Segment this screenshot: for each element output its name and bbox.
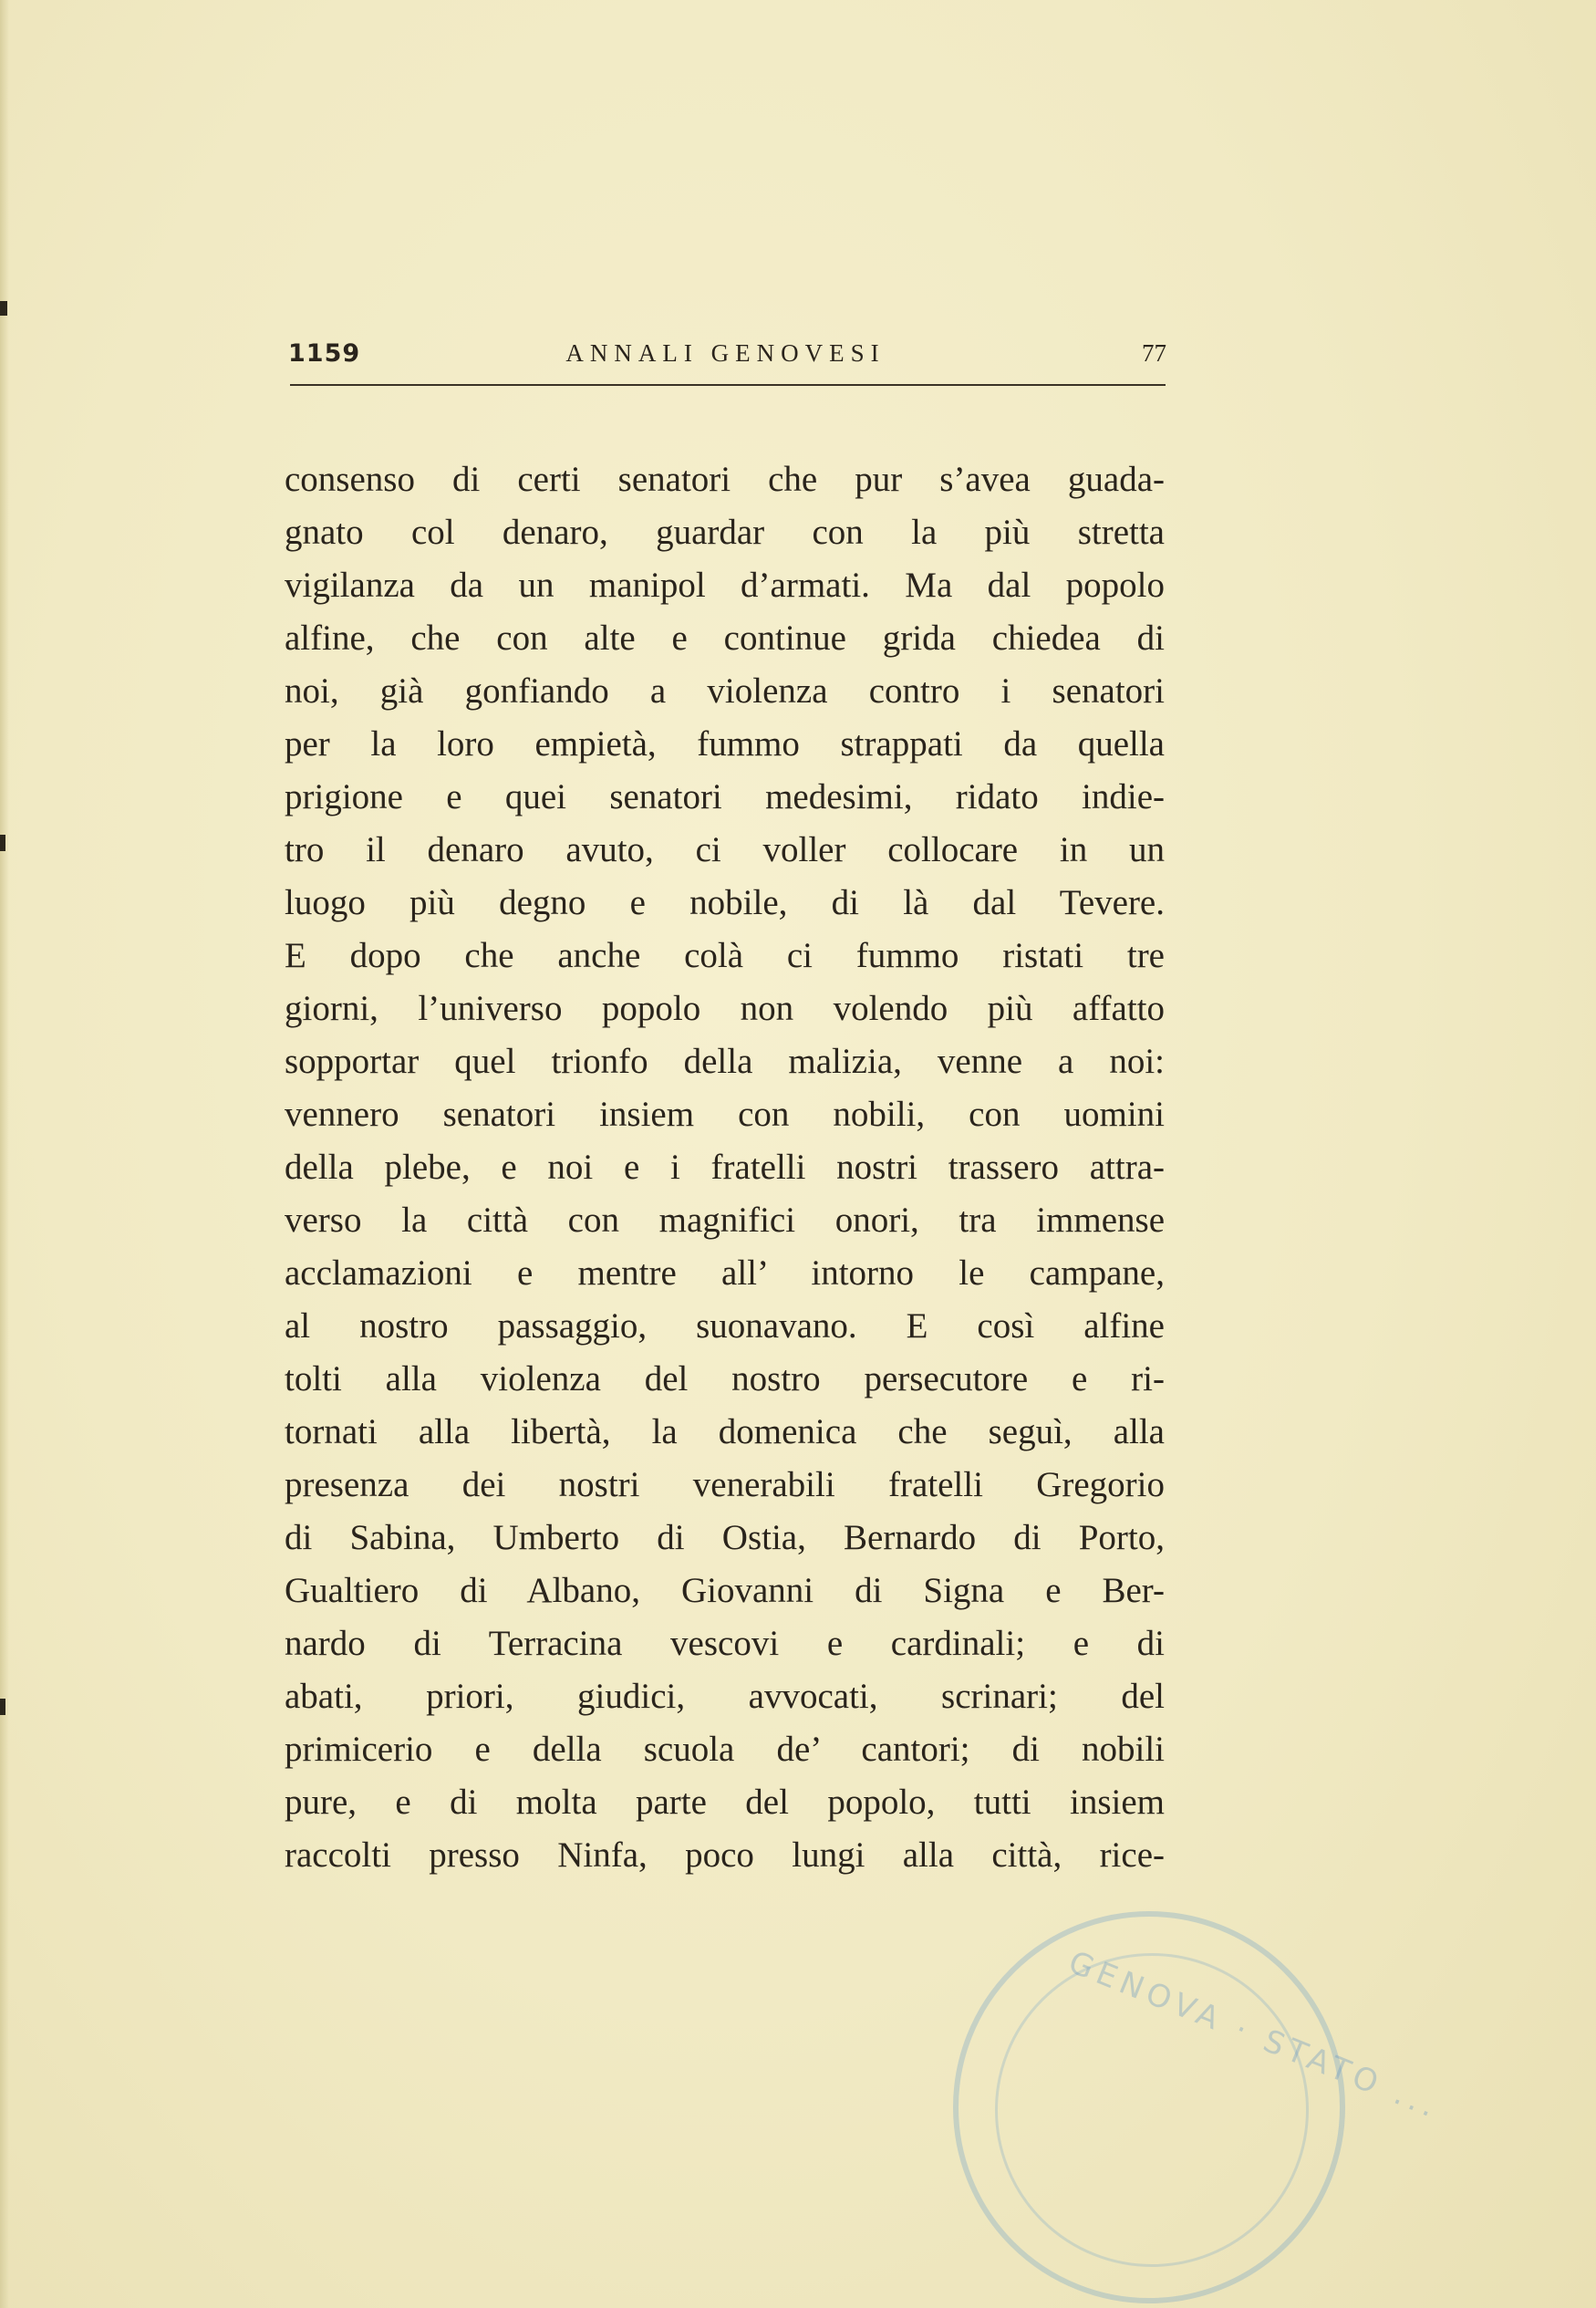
text-line: Gualtiero di Albano, Giovanni di Signa e Ber- [285, 1571, 1165, 1610]
running-head [285, 336, 1166, 372]
text-line: acclamazioni e mentre all’ intorno le campane, [285, 1253, 1165, 1293]
binding-mark [0, 301, 7, 316]
page-number-right: 77 [1142, 339, 1166, 367]
text-line: abati, priori, giudici, avvocati, scrinari; del [285, 1677, 1165, 1716]
text-line: della plebe, e noi e i fratelli nostri trassero attra- [285, 1148, 1165, 1187]
text-line: sopportar quel trionfo della malizia, venne a noi: [285, 1042, 1165, 1081]
page-edge-shadow [0, 0, 9, 2308]
text-line: tornati alla libertà, la domenica che seguì, alla [285, 1412, 1165, 1451]
text-line: consenso di certi senatori che pur s’avea guada- [285, 460, 1165, 499]
text-line: giorni, l’universo popolo non volendo più affatto [285, 989, 1165, 1028]
text-line: vigilanza da un manipol d’armati. Ma dal popolo [285, 566, 1165, 605]
text-line: raccolti presso Ninfa, poco lungi alla città, rice- [285, 1835, 1165, 1875]
text-line: noi, già gonfiando a violenza contro i senatori [285, 671, 1165, 711]
text-line: prigione e quei senatori medesimi, ridato indie- [285, 777, 1165, 816]
text-line: E dopo che anche colà ci fummo ristati tre [285, 936, 1165, 975]
text-line: di Sabina, Umberto di Ostia, Bernardo di Porto, [285, 1518, 1165, 1557]
library-stamp [953, 1911, 1446, 2303]
header-rule [290, 384, 1166, 386]
stamp-text: GENOVA · STATO ... [1063, 1944, 1446, 2127]
text-line: presenza dei nostri venerabili fratelli Gregorio [285, 1465, 1165, 1504]
text-line: luogo più degno e nobile, di là dal Tevere. [285, 883, 1165, 922]
binding-mark [0, 1699, 5, 1715]
text-line: nardo di Terracina vescovi e cardinali; e di [285, 1624, 1165, 1663]
text-line: al nostro passaggio, suonavano. E così alfine [285, 1306, 1165, 1346]
text-line: tolti alla violenza del nostro persecutore e ri- [285, 1359, 1165, 1398]
body-text [285, 453, 1165, 1882]
binding-mark [0, 835, 5, 851]
page-number-left: 1159 [288, 339, 361, 368]
text-line: tro il denaro avuto, ci voller collocare in un [285, 830, 1165, 869]
text-line: vennero senatori insiem con nobili, con uomini [285, 1095, 1165, 1134]
text-line: pure, e di molta parte del popolo, tutti insiem [285, 1783, 1165, 1822]
text-line: alfine, che con alte e continue grida chiedea di [285, 619, 1165, 658]
running-title: ANNALI GENOVESI [565, 339, 886, 367]
text-line: per la loro empietà, fummo strappati da quella [285, 724, 1165, 764]
text-line: primicerio e della scuola de’ cantori; di nobili [285, 1730, 1165, 1769]
text-line: gnato col denaro, guardar con la più stretta [285, 513, 1165, 552]
text-line: verso la città con magnifici onori, tra immense [285, 1201, 1165, 1240]
